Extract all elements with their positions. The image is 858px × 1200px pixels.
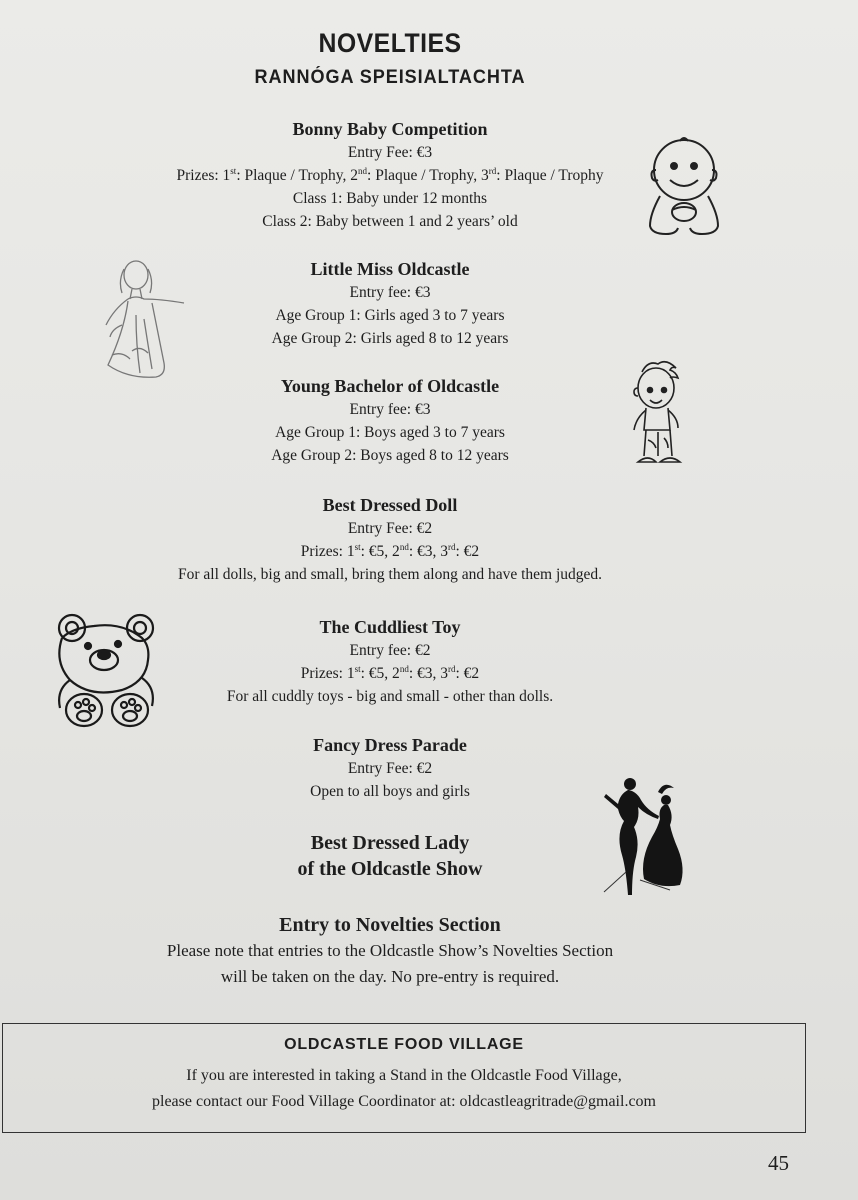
baby-icon <box>640 136 730 238</box>
best-dressed-doll-section <box>40 493 740 586</box>
section-title: Bonny Baby Competition <box>292 119 488 139</box>
girl-doll-icon <box>92 255 188 387</box>
age-group-1: Age Group 1: Girls aged 3 to 7 years <box>275 307 505 324</box>
prizes: Prizes: 1st: €5, 2nd: €3, 3rd: €2 <box>300 541 480 560</box>
section-title: Little Miss Oldcastle <box>310 259 470 279</box>
entry-line-2: will be taken on the day. No pre-entry is required. <box>220 967 560 986</box>
food-village-title: OLDCASTLE FOOD VILLAGE <box>284 1036 524 1053</box>
entry-title: Entry to Novelties Section <box>279 914 501 936</box>
entry-line-1: Please note that entries to the Oldcastle Show’s Novelties Section <box>166 941 614 960</box>
doll-note: For all dolls, big and small, bring them along and have them judged. <box>177 566 603 583</box>
age-group-2: Age Group 2: Girls aged 8 to 12 years <box>271 330 509 347</box>
entry-fee: Entry fee: €2 <box>349 642 431 659</box>
age-group-2: Age Group 2: Boys aged 8 to 12 years <box>271 447 509 464</box>
bonny-baby-section <box>40 117 740 233</box>
section-title: Young Bachelor of Oldcastle <box>280 376 500 396</box>
food-village-line-2: please contact our Food Village Coordinator at: oldcastleagritrade@gmail.com <box>152 1093 656 1110</box>
food-village-line-1: If you are interested in taking a Stand in the Oldcastle Food Village, <box>186 1067 622 1084</box>
ladies-silhouette-icon <box>600 772 700 908</box>
class-2: Class 2: Baby between 1 and 2 years’ old <box>262 213 518 230</box>
page-number: 45 <box>768 1151 789 1175</box>
entry-fee: Entry fee: €3 <box>349 284 431 301</box>
toy-note: For all cuddly toys - big and small - other than dolls. <box>226 688 554 705</box>
page-title: NOVELTIES <box>318 28 462 58</box>
class-1: Class 1: Baby under 12 months <box>292 190 488 207</box>
food-village-box <box>2 1023 806 1133</box>
lady-title-line-2: of the Oldcastle Show <box>297 858 483 880</box>
teddy-bear-icon <box>50 610 162 732</box>
entry-section <box>30 912 750 990</box>
entry-fee: Entry Fee: €2 <box>347 520 433 537</box>
fancy-note: Open to all boys and girls <box>310 783 470 800</box>
age-group-1: Age Group 1: Boys aged 3 to 7 years <box>275 424 505 441</box>
section-title: Best Dressed Doll <box>322 495 458 515</box>
entry-fee: Entry Fee: €2 <box>347 760 433 777</box>
section-title: The Cuddliest Toy <box>319 617 461 637</box>
boy-icon <box>620 358 690 470</box>
page-subtitle: RANNÓGA SPEISIALTACHTA <box>254 67 526 88</box>
entry-fee: Entry Fee: €3 <box>347 144 433 161</box>
section-title: Fancy Dress Parade <box>313 735 467 755</box>
lady-title-line-1: Best Dressed Lady <box>310 832 470 854</box>
prizes: Prizes: 1st: Plaque / Trophy, 2nd: Plaque / Trophy, 3rd: Plaque / Trophy <box>176 165 604 184</box>
prizes: Prizes: 1st: €5, 2nd: €3, 3rd: €2 <box>300 663 480 682</box>
entry-fee: Entry fee: €3 <box>349 401 431 418</box>
